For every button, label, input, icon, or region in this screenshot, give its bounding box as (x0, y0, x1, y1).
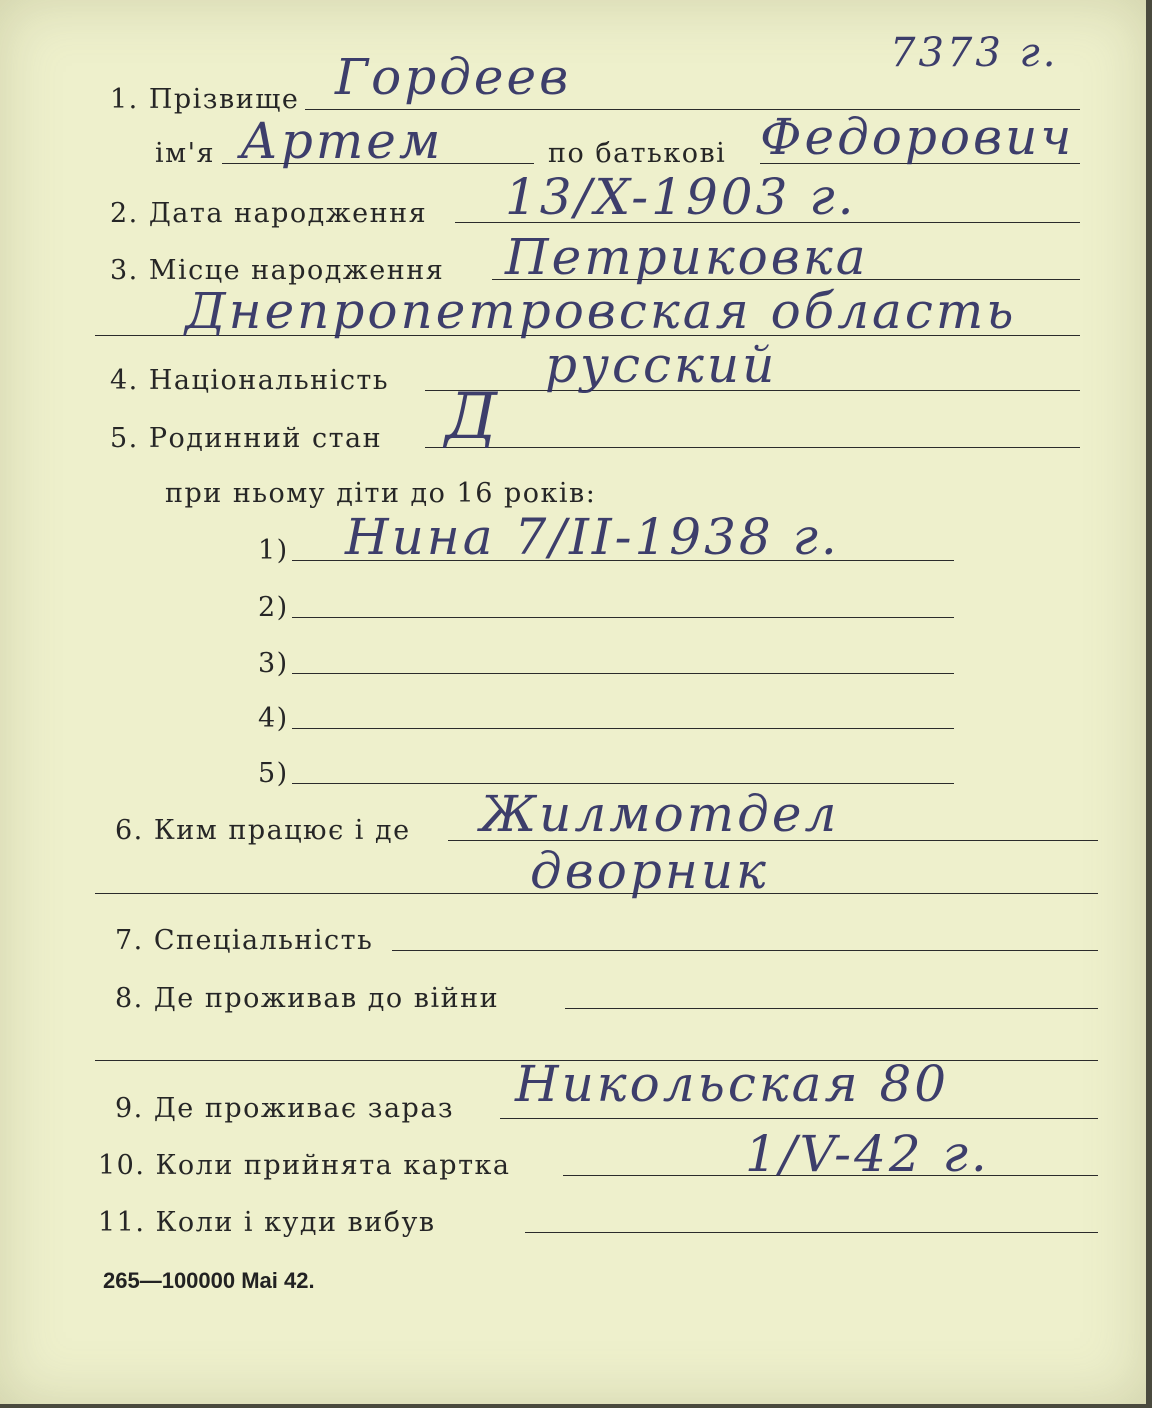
birth-date-entry: 13/X-1903 г. (505, 168, 857, 226)
child-3-label: 3) (258, 648, 289, 679)
nationality-entry: русский (545, 336, 778, 394)
current-residence-line (500, 1118, 1098, 1119)
child-1-label: 1) (258, 535, 289, 566)
child-3-line (292, 673, 954, 674)
first-name-label: ім'я (155, 138, 216, 169)
child-2-line (292, 617, 954, 618)
departure-line (525, 1232, 1098, 1233)
child-4-label: 4) (258, 703, 289, 734)
current-residence-entry: Никольская 80 (515, 1055, 950, 1113)
child-4-line (292, 728, 954, 729)
birth-place-label: 3. Місце народження (110, 255, 445, 286)
nationality-label: 4. Національність (110, 365, 390, 396)
marital-status-line (425, 447, 1080, 448)
first-name-entry: Артем (240, 112, 444, 170)
specialty-label: 7. Спеціальність (115, 925, 374, 956)
prewar-residence-label: 8. Де проживав до війни (115, 983, 500, 1014)
birth-place-entry-2: Днепропетровская область (185, 282, 1017, 340)
birth-place-entry-1: Петриковка (505, 228, 869, 286)
birth-date-label: 2. Дата народження (110, 198, 428, 229)
departure-label: 11. Коли і куди вибув (98, 1207, 436, 1238)
record-number: 7373 г. (890, 30, 1059, 76)
print-run-footer: 265—100000 Mai 42. (103, 1268, 315, 1293)
card-date-entry: 1/V-42 г. (745, 1125, 990, 1183)
current-residence-label: 9. Де проживає зараз (115, 1093, 455, 1124)
surname-label: 1. Прізвище (110, 84, 300, 115)
patronymic-entry: Федорович (760, 108, 1075, 166)
prewar-residence-line (565, 1008, 1098, 1009)
children-label: при ньому діти до 16 років: (165, 478, 597, 509)
child-5-line (292, 783, 954, 784)
marital-status-label: 5. Родинний стан (110, 423, 383, 454)
surname-entry: Гордеев (335, 48, 572, 106)
marital-status-entry: Д (445, 380, 501, 454)
work-entry-1: Жилмотдел (480, 785, 840, 843)
work-label: 6. Ким працює і де (115, 815, 411, 846)
child-2-label: 2) (258, 592, 289, 623)
child-5-label: 5) (258, 758, 289, 789)
card-date-label: 10. Коли прийнята картка (98, 1150, 511, 1181)
specialty-line (392, 950, 1098, 951)
patronymic-label: по батькові (548, 138, 727, 169)
work-entry-2: дворник (530, 842, 769, 900)
child-1-entry: Нина 7/II-1938 г. (345, 508, 840, 566)
